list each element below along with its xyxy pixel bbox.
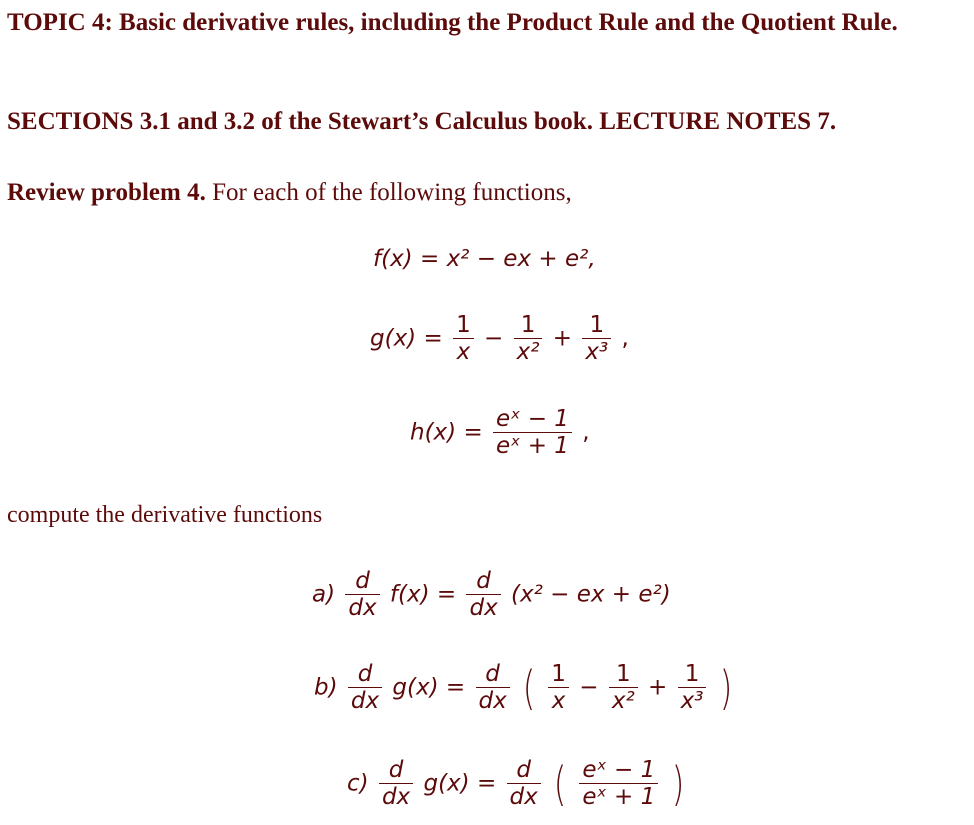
part-b: b) $\frac{d}{dx}$ g(x) = $\frac{d}{dx}$ ( $\frac{1}{x}$ − $\frac{1}{\text{x²}}$ + $\frac{1}{\text{x³}}$ ) (314, 660, 733, 715)
part-b-fn: g(x) (392, 674, 439, 701)
function-g: g(x) = $\frac{1}{x}$ − $\frac{1}{\text{x²}}$ + $\frac{1}{\text{x³}}$ , (370, 312, 629, 365)
b-term2-num: 1 (615, 661, 631, 687)
function-h: h(x) = $\frac{\text{eˣ − 1}}{\text{eˣ + 1}}$ , (410, 406, 590, 459)
f-lhs: f(x) (373, 246, 413, 272)
b-term2-den: x² (609, 687, 638, 714)
g-term3-num: 1 (589, 312, 605, 338)
review-problem-line (7, 179, 572, 207)
f-rhs: x² − ex + e², (446, 246, 596, 272)
topic-heading: TOPIC 4: Basic derivative rules, including the Product Rule and the Quotient Rule. (7, 9, 898, 36)
h-lhs: h(x) (410, 419, 457, 446)
part-a: a) $\frac{d}{dx}$ f(x) = $\frac{d}{dx}$ (x² − ex + e²) (312, 568, 671, 621)
h-numerator: eˣ − 1 (496, 406, 569, 432)
b-term1-num: 1 (551, 661, 566, 687)
part-a-expr: (x² − ex + e²) (511, 581, 671, 608)
h-denominator: eˣ + 1 (493, 432, 572, 459)
g-term2-den: x² (514, 338, 543, 365)
b-term3-den: x³ (678, 687, 707, 714)
problem-intro: For each of the following functions, (212, 179, 572, 206)
part-c-fn: g(x) (423, 770, 470, 797)
problem-label: Review problem 4. (7, 179, 206, 206)
g-term1-den: x (453, 338, 474, 365)
b-term1-den: x (548, 687, 569, 714)
g-term1-num: 1 (456, 312, 471, 338)
g-term2-num: 1 (520, 312, 536, 338)
instruction-text: compute the derivative functions (7, 502, 323, 528)
c-numerator: eˣ − 1 (582, 757, 656, 783)
g-term3-den: x³ (582, 338, 611, 365)
g-lhs: g(x) (370, 325, 417, 352)
part-a-label: a) (312, 581, 336, 608)
part-b-label: b) (314, 674, 338, 701)
c-denominator: eˣ + 1 (579, 783, 658, 810)
part-c: c) $\frac{d}{dx}$ g(x) = $\frac{d}{dx}$ ( $\frac{\text{eˣ − 1}}{\text{eˣ + 1}}$ ) (347, 756, 684, 811)
sections-heading: SECTIONS 3.1 and 3.2 of the Stewart’s Calculus book. LECTURE NOTES 7. (7, 108, 837, 135)
b-term3-num: 1 (684, 661, 700, 687)
part-a-fn: f(x) (389, 581, 430, 608)
function-f: f(x) = x² − ex + e², (373, 246, 596, 272)
part-c-label: c) (347, 770, 369, 797)
